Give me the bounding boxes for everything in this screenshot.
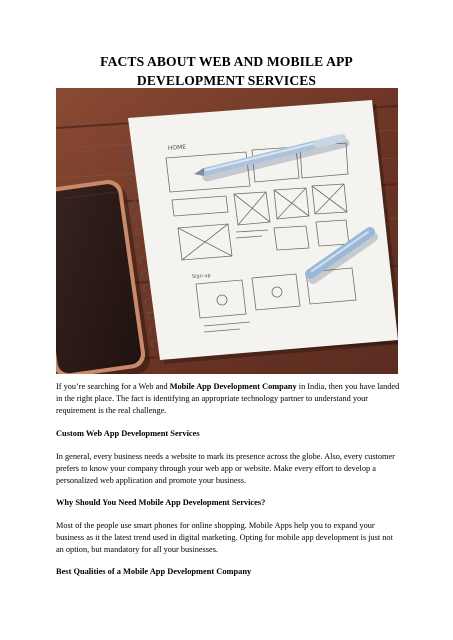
section-body-custom-web: In general, every business needs a website to mark its presence across the globe. Also, every customer prefers to know your company through your web app or website. Make every effort to develop a personalized web application and promote your business. [56, 452, 395, 486]
intro-text-2: in India, then you have landed in the right place. The fact is identifying an appropriate technology partner to understand your requirement is the real challenge. [56, 382, 400, 416]
section-heading-best-qualities: Best Qualities of a Mobile App Development Company [56, 567, 252, 576]
title-line-1: FACTS ABOUT WEB AND MOBILE APP [100, 54, 353, 69]
section-body-mobile-app: Most of the people use smart phones for online shopping. Mobile Apps help you to expand your business as it the latest trend used in digital marketing. Opting for mobile app development is just not an option, but mandatory for all your businesses. [56, 521, 393, 555]
title-line-2: DEVELOPMENT SERVICES [136, 73, 317, 88]
intro-bold-link[interactable]: Mobile App Development Company [169, 382, 297, 391]
section-heading-mobile-app: Why Should You Need Mobile App Development Services? [56, 498, 266, 507]
document-title [40, 52, 413, 90]
section-heading-custom-web: Custom Web App Development Services [56, 429, 200, 438]
sketch-notebook [121, 100, 398, 364]
intro-paragraph [56, 381, 401, 418]
intro-text-1: If you’re searching for a Web and [56, 382, 170, 391]
wireframe-signup-label: Sign up [191, 272, 211, 280]
wireframe-tab-label: HOME [167, 143, 187, 152]
desk-photo-illustration [56, 88, 398, 374]
hero-photo [56, 88, 398, 374]
